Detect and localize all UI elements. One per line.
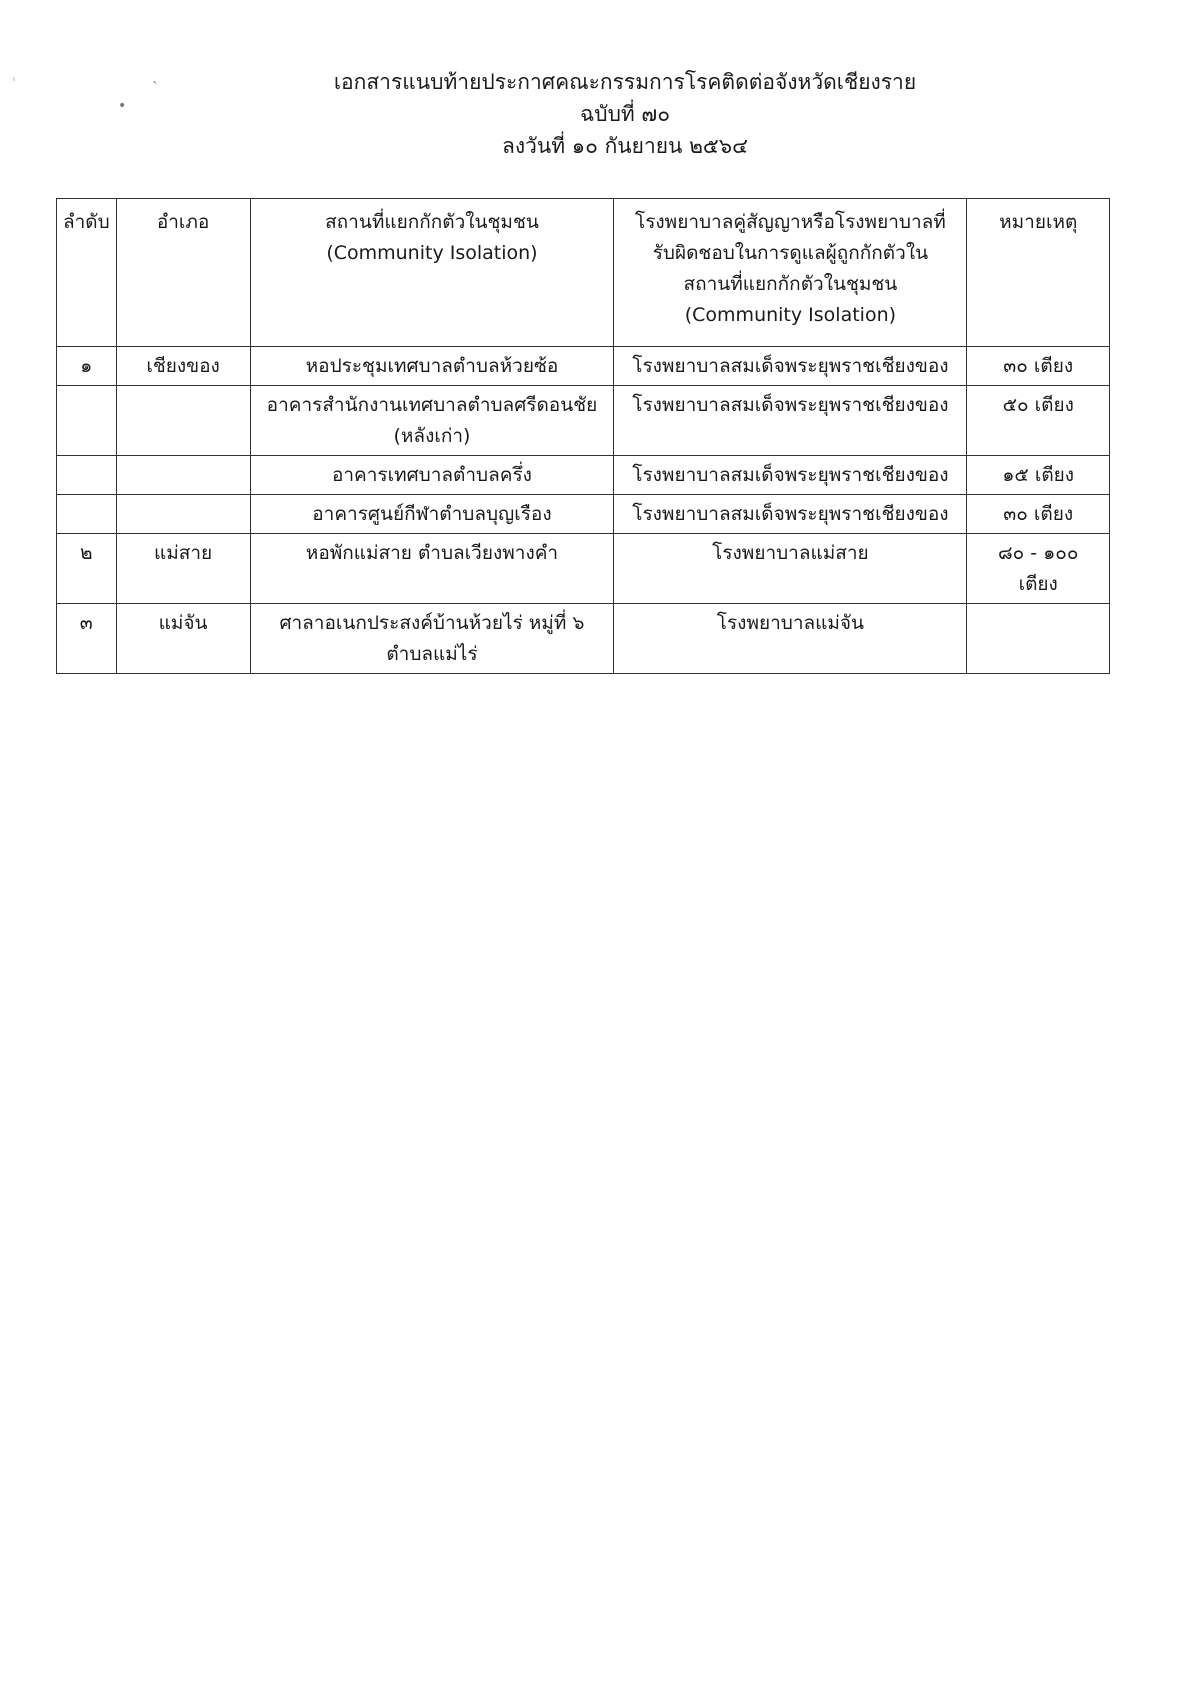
cell-no [57,495,117,534]
cell-district [116,456,250,495]
cell-site: หอพักแม่สาย ตำบลเวียงพางคำ [250,534,614,604]
cell-district: เชียงของ [116,347,250,386]
header-no [57,199,117,347]
table-row [57,456,1110,495]
cell-no: ๓ [57,604,117,674]
table-row [57,495,1110,534]
table-row [57,386,1110,456]
cell-hospital: โรงพยาบาลสมเด็จพระยุพราชเชียงของ [614,456,967,495]
cell-note: ๓๐ เตียง [967,347,1110,386]
cell-note: ๑๕ เตียง [967,456,1110,495]
cell-hospital: โรงพยาบาลสมเด็จพระยุพราชเชียงของ [614,495,967,534]
header-date: ลงวันที่ ๑๐ กันยายน ๒๕๖๔ [501,134,749,158]
header-district [116,199,250,347]
cell-site: อาคารสำนักงานเทศบาลตำบลศรีดอนชัย (หลังเก่า) [250,386,614,456]
cell-district: แม่สาย [116,534,250,604]
table-row [57,604,1110,674]
cell-site: ศาลาอเนกประสงค์บ้านห้วยไร่ หมู่ที่ ๖ ตำบลแม่ไร่ [250,604,614,674]
scan-speck: ˈ [12,76,16,92]
cell-site: อาคารเทศบาลตำบลครึ่ง [250,456,614,495]
cell-site: หอประชุมเทศบาลตำบลห้วยซ้อ [250,347,614,386]
header-hospital [614,199,967,347]
table-row [57,534,1110,604]
header-site [250,199,614,347]
header-note [967,199,1110,347]
cell-hospital: โรงพยาบาลแม่จัน [614,604,967,674]
cell-site: อาคารศูนย์กีฬาตำบลบุญเรือง [250,495,614,534]
header-issue-number: ฉบับที่ ๗๐ [579,102,671,126]
cell-hospital: โรงพยาบาลสมเด็จพระยุพราชเชียงของ [614,386,967,456]
header-district-label: อำเภอ [156,211,210,233]
table-row [57,347,1110,386]
isolation-sites-table [56,198,1110,674]
cell-note: ๘๐ - ๑๐๐ เตียง [967,534,1110,604]
cell-no [57,386,117,456]
document-header [0,66,1200,162]
cell-note [967,604,1110,674]
cell-note: ๕๐ เตียง [967,386,1110,456]
cell-no [57,456,117,495]
header-no-label: ลำดับ [63,211,110,233]
header-site-label: สถานที่แยกกักตัวในชุมชน (Community Isolation) [325,211,539,264]
cell-no: ๑ [57,347,117,386]
header-note-label: หมายเหตุ [999,211,1078,233]
cell-hospital: โรงพยาบาลแม่สาย [614,534,967,604]
header-title: เอกสารแนบท้ายประกาศคณะกรรมการโรคติดต่อจังหวัดเชียงราย [333,70,917,94]
cell-district [116,495,250,534]
scan-speck: ˎ [152,68,159,84]
cell-district: แม่จัน [116,604,250,674]
header-hospital-label: โรงพยาบาลคู่สัญญาหรือโรงพยาบาลที่รับผิดชอบในการดูแลผู้ถูกกักตัวในสถานที่แยกกักตัวในชุมชน (Community Isolation) [634,211,946,326]
table-header-row [57,199,1110,347]
cell-no: ๒ [57,534,117,604]
cell-hospital: โรงพยาบาลสมเด็จพระยุพราชเชียงของ [614,347,967,386]
scan-speck: • [118,98,127,114]
cell-district [116,386,250,456]
cell-note: ๓๐ เตียง [967,495,1110,534]
